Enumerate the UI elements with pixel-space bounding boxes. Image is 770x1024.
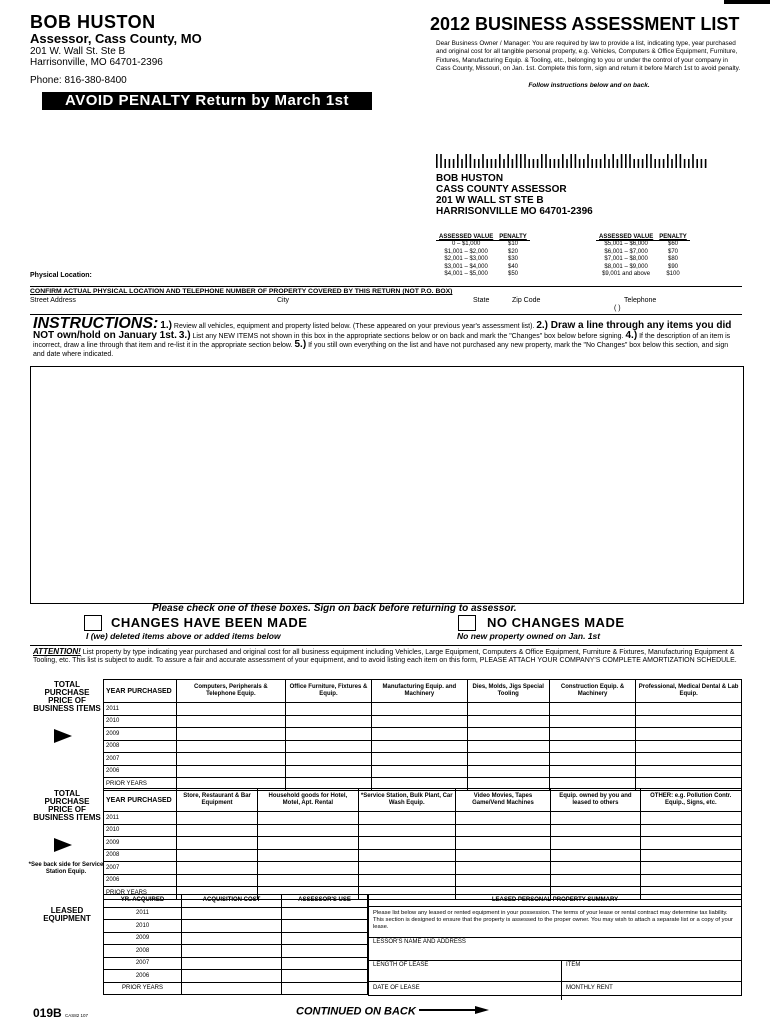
entry-cell[interactable] — [455, 824, 550, 837]
barcode-bar — [638, 159, 640, 168]
barcode-bar — [562, 154, 564, 168]
year-purchased-head: YEAR PURCHASED — [104, 789, 177, 812]
changes-made-checkbox[interactable] — [84, 615, 102, 631]
col-header: PENALTY — [656, 234, 690, 241]
entry-cell[interactable] — [372, 715, 467, 728]
entry-cell[interactable] — [358, 824, 455, 837]
state-label[interactable]: State — [473, 297, 490, 304]
entry-cell[interactable] — [177, 715, 286, 728]
barcode-bar — [583, 159, 585, 168]
col-head: Store, Restaurant & Bar Equipment — [177, 789, 258, 812]
instructions — [33, 315, 741, 359]
year-cell: 2010 — [104, 824, 177, 837]
entry-cell[interactable] — [177, 740, 286, 753]
leased-table — [103, 894, 368, 995]
form-code-number: 019B — [33, 1006, 62, 1020]
value-range: 0 – $1,000 — [451, 241, 481, 247]
entry-cell[interactable] — [358, 862, 455, 875]
assessor-address-1: 201 W. Wall St. Ste B — [30, 46, 126, 57]
value-range: $1,001 – $2,000 — [444, 248, 488, 255]
entry-cell[interactable] — [182, 970, 282, 983]
telephone-label[interactable]: Telephone — [624, 297, 657, 304]
step-text: If the description of an item is incorrect, draw a line through that item and re-list it in the appropriate section below. — [33, 332, 731, 349]
col-head: *Service Station, Bulk Plant, Car Wash Equip. — [358, 789, 455, 812]
entry-cell[interactable] — [455, 812, 550, 825]
barcode-bar — [642, 159, 644, 168]
mail-address-line: CASS COUNTY ASSESSOR — [436, 184, 567, 195]
entry-cell[interactable] — [551, 874, 640, 887]
divider — [30, 286, 742, 287]
barcode-bar — [495, 159, 497, 168]
value-range: $4,001 – $5,000 — [444, 271, 488, 277]
penalty-amount: $80 — [668, 256, 679, 262]
year-cell: 2008 — [104, 740, 177, 753]
entry-cell[interactable] — [549, 703, 635, 716]
entry-cell[interactable] — [358, 812, 455, 825]
year-cell: 2008 — [104, 849, 177, 862]
entry-cell[interactable] — [258, 812, 359, 825]
penalty-amount: $20 — [508, 248, 519, 255]
attention-block — [33, 648, 743, 666]
entry-cell[interactable] — [640, 874, 741, 887]
barcode-bar — [596, 159, 598, 168]
value-range: $5,001 – $6,000 — [604, 241, 648, 247]
entry-cell[interactable] — [182, 945, 282, 958]
barcode-bar — [646, 154, 648, 168]
leased-summary-head: LEASED PERSONAL PROPERTY SUMMARY — [369, 895, 741, 907]
barcode-bar — [436, 154, 438, 168]
follow-instructions: Follow instructions below and on back. — [528, 82, 650, 89]
corner-mark — [724, 0, 770, 4]
col-head: Construction Equip. & Machinery — [549, 680, 635, 703]
barcode-bar — [524, 154, 526, 168]
barcode-bar — [701, 159, 703, 168]
entry-cell[interactable] — [549, 715, 635, 728]
step-text: Review all vehicles, equipment and property listed below. (These appeared on your previous year's assessment list). — [173, 323, 535, 330]
entry-cell[interactable] — [636, 728, 742, 741]
barcode-bar — [617, 159, 619, 168]
penalty-table-left — [436, 234, 530, 279]
entry-cell[interactable] — [549, 740, 635, 753]
attention-label: ATTENTION! — [33, 647, 81, 656]
year-cell: 2007 — [104, 862, 177, 875]
entry-cell[interactable] — [182, 907, 282, 920]
year-cell: 2007 — [104, 957, 182, 970]
barcode-bar — [533, 159, 535, 168]
year-cell: 2011 — [104, 907, 182, 920]
assessors-use-head: ASSESSOR'S USE — [282, 895, 368, 908]
service-station-note: *See back side for Service Station Equip. — [28, 862, 104, 875]
year-cell: PRIOR YEARS — [104, 982, 182, 995]
entry-cell[interactable] — [182, 982, 282, 995]
year-cell: 2006 — [104, 765, 177, 778]
year-cell: 2010 — [104, 715, 177, 728]
postal-barcode — [436, 154, 716, 168]
col-head: Computers, Peripherals & Telephone Equip. — [177, 680, 286, 703]
entry-cell — [282, 982, 368, 995]
penalty-amount: $100 — [666, 271, 680, 277]
col-header: ASSESSED VALUE — [436, 234, 496, 241]
lessor-field[interactable]: LESSOR'S NAME AND ADDRESS — [369, 938, 741, 961]
penalty-amount: $70 — [668, 248, 679, 255]
col-head: Office Furniture, Fixtures & Equip. — [285, 680, 372, 703]
barcode-bar — [491, 159, 493, 168]
year-cell: 2008 — [104, 945, 182, 958]
entry-cell[interactable] — [372, 728, 467, 741]
entry-cell[interactable] — [636, 715, 742, 728]
col-head: Professional, Medical Dental & Lab Equip. — [636, 680, 742, 703]
entry-cell[interactable] — [285, 715, 372, 728]
barcode-bar — [591, 159, 593, 168]
barcode-bar — [474, 159, 476, 168]
barcode-bar — [667, 154, 669, 168]
step-text-bold: 2.) Draw a line through any items you did NOT own/hold on January 1st. — [33, 320, 732, 341]
entry-cell[interactable] — [372, 765, 467, 778]
entry-cell[interactable] — [551, 824, 640, 837]
value-range: $3,001 – $4,000 — [444, 263, 488, 270]
entry-cell[interactable] — [551, 837, 640, 850]
continued-on-back — [296, 1005, 489, 1018]
col-header: ASSESSED VALUE — [596, 234, 656, 241]
long-arrow-right-icon — [419, 1005, 489, 1018]
penalty-amount: $50 — [508, 271, 519, 277]
barcode-bar — [503, 159, 505, 168]
entry-cell[interactable] — [455, 874, 550, 887]
barcode-bar — [575, 154, 577, 168]
entry-cell[interactable] — [177, 753, 286, 766]
year-cell: 2009 — [104, 932, 182, 945]
barcode-bar — [625, 154, 627, 168]
step-number: 5.) — [294, 339, 307, 350]
entry-cell[interactable] — [285, 765, 372, 778]
barcode-bar — [671, 159, 673, 168]
confirm-location-text: CONFIRM ACTUAL PHYSICAL LOCATION AND TELEPHONE NUMBER OF PROPERTY COVERED BY THIS RETURN (NOT P.O. BOX) — [30, 288, 453, 295]
barcode-bar — [465, 154, 467, 168]
entry-cell[interactable] — [177, 824, 258, 837]
barcode-bar — [444, 159, 446, 168]
barcode-bar — [629, 154, 631, 168]
entry-cell[interactable] — [551, 812, 640, 825]
barcode-bar — [499, 154, 501, 168]
barcode-bar — [545, 154, 547, 168]
entry-cell[interactable] — [636, 740, 742, 753]
continued-text: CONTINUED ON BACK — [296, 1005, 416, 1018]
penalty-amount: $60 — [668, 241, 679, 247]
entry-cell[interactable] — [177, 874, 258, 887]
city-label[interactable]: City — [277, 297, 290, 304]
entry-cell[interactable] — [640, 849, 741, 862]
penalty-amount: $90 — [668, 263, 679, 270]
barcode-bar — [486, 159, 488, 168]
barcode-bar — [453, 159, 455, 168]
form-code — [33, 1006, 88, 1020]
barcode-bar — [482, 154, 484, 168]
barcode-bar — [608, 159, 610, 168]
value-range: $7,001 – $8,000 — [604, 256, 648, 262]
barcode-bar — [692, 154, 694, 168]
mail-address-line: BOB HUSTON — [436, 173, 504, 184]
step-number: 1.) — [160, 320, 172, 331]
assessor-title: Assessor, Cass County, MO — [30, 31, 202, 46]
no-changes-checkbox[interactable] — [458, 615, 476, 631]
barcode-bar — [520, 154, 522, 168]
entry-cell[interactable] — [636, 753, 742, 766]
year-cell: 2011 — [104, 812, 177, 825]
no-changes-subtext: No new property owned on Jan. 1st — [457, 631, 601, 641]
entry-cell[interactable] — [182, 957, 282, 970]
entry-cell[interactable] — [177, 837, 258, 850]
value-range: $6,001 – $7,000 — [604, 248, 648, 255]
penalty-amount: $10 — [508, 241, 519, 247]
entry-cell — [282, 932, 368, 945]
year-cell: 2006 — [104, 970, 182, 983]
step-number: 4.) — [625, 329, 638, 341]
entry-cell[interactable] — [358, 874, 455, 887]
grid2-table — [103, 788, 742, 900]
entry-cell — [282, 957, 368, 970]
barcode-bar — [566, 159, 568, 168]
barcode-bar — [461, 159, 463, 168]
entry-cell[interactable] — [467, 753, 549, 766]
barcode-bar — [478, 159, 480, 168]
zip-label[interactable]: Zip Code — [512, 297, 541, 304]
entry-cell[interactable] — [177, 812, 258, 825]
entry-cell[interactable] — [177, 703, 286, 716]
entry-cell[interactable] — [467, 715, 549, 728]
col-head: Dies, Molds, Jigs Special Tooling — [467, 680, 549, 703]
entry-cell[interactable] — [258, 849, 359, 862]
date-of-lease-field[interactable]: DATE OF LEASE — [369, 982, 562, 1000]
divider — [30, 645, 742, 646]
barcode-bar — [528, 159, 530, 168]
mail-address-line: HARRISONVILLE MO 64701-2396 — [436, 206, 593, 217]
entry-cell[interactable] — [455, 849, 550, 862]
barcode-bar — [512, 159, 514, 168]
barcode-bar — [659, 159, 661, 168]
mail-address-line: 201 W WALL ST STE B — [436, 195, 544, 206]
entry-cell[interactable] — [258, 837, 359, 850]
barcode-bar — [680, 154, 682, 168]
year-cell: 2009 — [104, 728, 177, 741]
barcode-bar — [470, 154, 472, 168]
barcode-bar — [675, 154, 677, 168]
entry-cell[interactable] — [285, 703, 372, 716]
value-range: $9,001 and above — [602, 271, 651, 277]
form-code-small: CAS82 107 — [65, 1013, 89, 1018]
form-title: 2012 BUSINESS ASSESSMENT LIST — [430, 14, 740, 34]
barcode-bar — [600, 159, 602, 168]
entry-cell[interactable] — [372, 703, 467, 716]
barcode-bar — [579, 159, 581, 168]
value-range: $8,001 – $9,000 — [604, 263, 648, 270]
barcode-bar — [537, 159, 539, 168]
entry-cell[interactable] — [285, 740, 372, 753]
length-of-lease-field[interactable]: LENGTH OF LEASE — [369, 961, 562, 981]
prior-property-list-box — [30, 366, 744, 604]
step-text: List any NEW ITEMS not shown in this box in the appropriate sections below or on back and mark the "Changes" box below before signing. — [192, 332, 624, 340]
barcode-bar — [587, 154, 589, 168]
entry-cell[interactable] — [372, 753, 467, 766]
year-cell: 2010 — [104, 920, 182, 933]
entry-cell[interactable] — [551, 849, 640, 862]
barcode-bar — [654, 159, 656, 168]
barcode-bar — [612, 154, 614, 168]
entry-cell[interactable] — [467, 740, 549, 753]
telephone-parens: ( ) — [614, 305, 621, 312]
barcode-bar — [663, 159, 665, 168]
barcode-bar — [516, 154, 518, 168]
changes-made-label: CHANGES HAVE BEEN MADE — [111, 615, 308, 630]
no-changes-label: NO CHANGES MADE — [487, 615, 625, 630]
col-head: Equip. owned by you and leased to others — [551, 789, 640, 812]
barcode-bar — [570, 154, 572, 168]
entry-cell — [282, 907, 368, 920]
year-cell: 2007 — [104, 753, 177, 766]
entry-cell[interactable] — [549, 753, 635, 766]
barcode-bar — [541, 154, 543, 168]
monthly-rent-field[interactable]: MONTHLY RENT — [566, 985, 613, 991]
year-cell: 2009 — [104, 837, 177, 850]
barcode-bar — [449, 159, 451, 168]
changes-made-subtext: I (we) deleted items above or added items below — [86, 631, 281, 641]
col-header: PENALTY — [496, 234, 530, 241]
entry-cell[interactable] — [177, 728, 286, 741]
barcode-bar — [705, 159, 707, 168]
arrow-right-icon — [54, 838, 72, 852]
entry-cell — [282, 920, 368, 933]
barcode-bar — [457, 154, 459, 168]
entry-cell[interactable] — [467, 703, 549, 716]
entry-cell[interactable] — [285, 728, 372, 741]
entry-cell — [282, 970, 368, 983]
barcode-bar — [554, 159, 556, 168]
penalty-amount: $30 — [508, 256, 519, 262]
leased-summary-text: Please list below any leased or rented equipment in your possession. The terms of your lease or rental contract may determine tax liability. This section is designed to ensure that the property is assessed to the proper owner. You may wish to attach a separate list or a copy of your lease. — [369, 907, 741, 938]
item-field[interactable]: ITEM — [566, 962, 581, 968]
check-heading: Please check one of these boxes. Sign on back before returning to assessor. — [152, 603, 517, 614]
barcode-bar — [621, 154, 623, 168]
col-head: Manufacturing Equip. and Machinery — [372, 680, 467, 703]
barcode-bar — [507, 154, 509, 168]
entry-cell[interactable] — [640, 862, 741, 875]
leased-summary-box — [368, 894, 742, 996]
assessor-name: BOB HUSTON — [30, 12, 156, 32]
grid1-side-label: TOTAL PURCHASE PRICE OF BUSINESS ITEMS — [33, 680, 101, 713]
entry-cell[interactable] — [549, 728, 635, 741]
entry-cell[interactable] — [636, 765, 742, 778]
barcode-bar — [549, 159, 551, 168]
year-cell: 2006 — [104, 874, 177, 887]
year-purchased-head: YEAR PURCHASED — [104, 680, 177, 703]
entry-cell[interactable] — [455, 862, 550, 875]
year-cell: PRIOR YEARS — [104, 887, 177, 900]
entry-cell[interactable] — [549, 765, 635, 778]
step-number: 3.) — [178, 329, 191, 341]
entry-cell[interactable] — [372, 740, 467, 753]
dear-text: Dear Business Owner / Manager: You are required by law to provide a list, indicating type, year purchased and original cost for all tangible personal property, e.g. Vehicles, Computers & Office Equipment, Furniture, Fixtures, Manufacturing Equip. & Tooling, etc., belonging to you or under the control of your company in Cass County, Missouri, on Jan. 1st. Complete this form, sign and return it before March 1st to avoid penalty. — [436, 40, 741, 72]
barcode-bar — [696, 159, 698, 168]
entry-cell[interactable] — [285, 753, 372, 766]
instructions-heading: INSTRUCTIONS: — [33, 315, 159, 332]
entry-cell[interactable] — [177, 765, 286, 778]
barcode-bar — [604, 154, 606, 168]
entry-cell[interactable] — [640, 824, 741, 837]
leased-side-label: LEASED EQUIPMENT — [43, 906, 91, 923]
entry-cell[interactable] — [358, 849, 455, 862]
arrow-right-icon — [54, 729, 72, 743]
street-address-label[interactable]: Street Address — [30, 297, 76, 304]
penalty-banner: AVOID PENALTY Return by March 1st — [42, 92, 372, 110]
year-cell: 2011 — [104, 703, 177, 716]
entry-cell[interactable] — [467, 728, 549, 741]
physical-location-label: Physical Location: — [30, 272, 92, 279]
step-text: If you still own everything on the list and have not purchased any new property, mark the "No Changes" box below this section, and sign and date where indicated. — [33, 342, 729, 358]
col-head: OTHER: e.g. Pollution Contr. Equip., Signs, etc. — [640, 789, 741, 812]
entry-cell[interactable] — [177, 849, 258, 862]
barcode-bar — [688, 159, 690, 168]
barcode-bar — [440, 154, 442, 168]
col-head: Video Movies, Tapes Game/Vend Machines — [455, 789, 550, 812]
acquisition-cost-head: ACQUISITION COST — [182, 895, 282, 908]
entry-cell[interactable] — [455, 837, 550, 850]
yr-acquired-head: YR. ACQUIRED — [104, 895, 182, 908]
value-range: $2,001 – $3,000 — [444, 256, 488, 262]
grid1-table — [103, 679, 742, 791]
entry-cell — [282, 945, 368, 958]
entry-cell[interactable] — [640, 837, 741, 850]
entry-cell[interactable] — [467, 765, 549, 778]
entry-cell[interactable] — [636, 703, 742, 716]
entry-cell[interactable] — [258, 862, 359, 875]
penalty-table-right — [596, 234, 690, 279]
assessor-phone: Phone: 816-380-8400 — [30, 75, 127, 86]
year-cell: PRIOR YEARS — [104, 778, 177, 791]
entry-cell[interactable] — [182, 920, 282, 933]
barcode-bar — [650, 154, 652, 168]
barcode-bar — [684, 159, 686, 168]
entry-cell[interactable] — [177, 862, 258, 875]
barcode-bar — [633, 159, 635, 168]
grid2-side-label: TOTAL PURCHASE PRICE OF BUSINESS ITEMS — [33, 789, 101, 822]
attention-text: List property by type indicating year purchased and original cost for all business equipment including Vehicles, Large Equipment, Computers & Office Equipment, Furniture & Fixtures, Manufacturing Equipment & Tooling, etc. This list is subject to audit. To assure a fair and accurate assessment of your equipment, and to avoid listing each item on this form, PLEASE ATTACH YOUR COMPANY'S COMPLETE AMORTIZATION SCHEDULE. — [33, 649, 737, 665]
entry-cell[interactable] — [358, 837, 455, 850]
barcode-bar — [558, 159, 560, 168]
entry-cell[interactable] — [551, 862, 640, 875]
col-head: Household goods for Hotel, Motel, Apt. Rental — [258, 789, 359, 812]
entry-cell[interactable] — [258, 874, 359, 887]
penalty-amount: $40 — [508, 263, 519, 270]
entry-cell[interactable] — [182, 932, 282, 945]
entry-cell[interactable] — [258, 824, 359, 837]
assessor-address-2: Harrisonville, MO 64701-2396 — [30, 57, 163, 68]
entry-cell[interactable] — [640, 812, 741, 825]
